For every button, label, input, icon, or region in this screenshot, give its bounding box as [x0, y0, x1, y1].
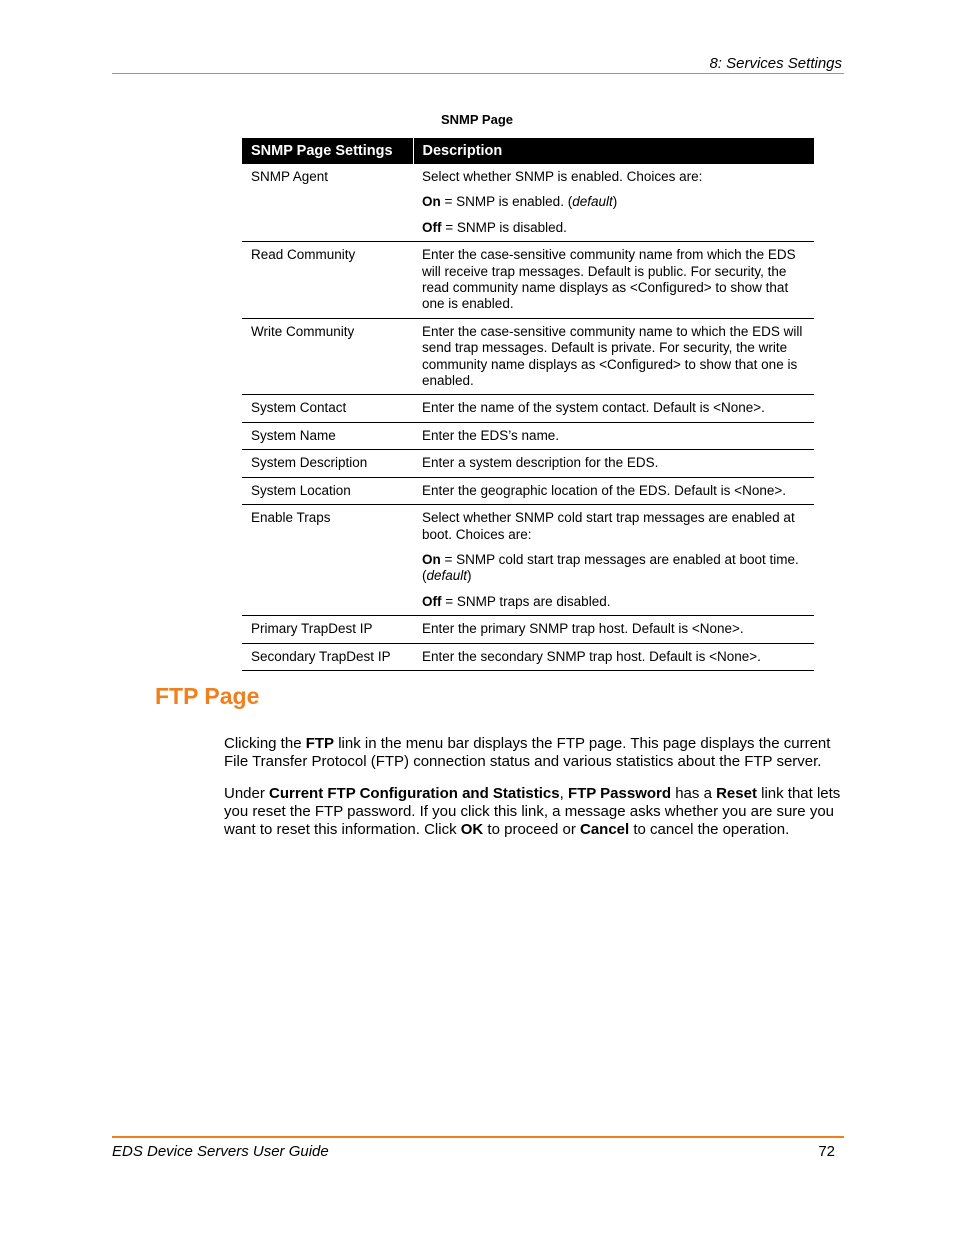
setting-description	[413, 505, 814, 616]
paragraph-2	[224, 785, 844, 839]
bold-text: Reset	[716, 785, 757, 802]
setting-description	[413, 422, 814, 449]
description-paragraph	[422, 455, 806, 471]
column-header-settings: SNMP Page Settings	[242, 138, 413, 164]
description-text: Enter a system description for the EDS.	[422, 455, 659, 471]
section-title: FTP Page	[155, 683, 260, 709]
description-paragraph	[422, 552, 806, 585]
text: Under	[224, 785, 270, 802]
setting-description	[413, 477, 814, 504]
table-body	[242, 164, 814, 670]
footer-title: EDS Device Servers User Guide	[112, 1143, 329, 1160]
setting-description	[413, 318, 814, 395]
description-paragraph	[422, 621, 806, 637]
description-text: = SNMP is disabled.	[441, 219, 567, 235]
footer-rule	[112, 1136, 844, 1138]
description-text: Enter the geographic location of the EDS. Default is <None>.	[422, 482, 786, 498]
description-text: Select whether SNMP is enabled. Choices are:	[422, 169, 703, 184]
default-marker: default	[572, 194, 613, 210]
table-row	[242, 422, 814, 449]
choice-label: On	[422, 551, 441, 567]
table-row	[242, 477, 814, 504]
setting-name: Enable Traps	[242, 505, 413, 616]
column-header-description: Description	[413, 138, 814, 164]
table-row	[242, 164, 814, 242]
setting-name: System Contact	[242, 395, 413, 422]
description-paragraph	[422, 594, 806, 610]
description-text: Enter the EDS’s name.	[422, 427, 560, 443]
text: link in the menu bar displays the FTP page. This page displays the current File Transfer Protocol (FTP) connection status and various statistics about the FTP server.	[224, 735, 831, 770]
text: Clicking the	[224, 735, 306, 752]
bold-text: OK	[460, 821, 484, 838]
setting-name: Secondary TrapDest IP	[242, 643, 413, 670]
description-paragraph	[422, 194, 806, 210]
section-body	[224, 735, 844, 853]
bold-text: Current FTP Configuration and Statistics	[269, 785, 560, 802]
description-text: Enter the case-sensitive community name from which the EDS will receive trap messages. Default is public. For security, the read community name displays as <Configured> to show that one is enabled.	[422, 247, 796, 312]
description-paragraph	[422, 169, 806, 185]
description-paragraph	[422, 483, 806, 499]
table-row	[242, 318, 814, 395]
bold-text: FTP Password	[567, 785, 672, 802]
setting-name: Primary TrapDest IP	[242, 616, 413, 643]
snmp-settings-table	[242, 138, 814, 671]
setting-name: System Location	[242, 477, 413, 504]
table-row	[242, 643, 814, 670]
bold-text: Cancel	[580, 821, 630, 838]
description-paragraph	[422, 247, 806, 313]
choice-label: Off	[422, 593, 442, 609]
table-row	[242, 450, 814, 477]
description-text: )	[612, 194, 618, 210]
description-text: Enter the secondary SNMP trap host. Default is <None>.	[422, 648, 761, 664]
default-marker: default	[426, 568, 468, 584]
description-text: Enter the case-sensitive community name to which the EDS will send trap messages. Default is private. For security, the write community name displays as <Configured> to show that one is enabled.	[422, 323, 803, 389]
choice-label: Off	[422, 219, 442, 235]
table-header-row	[242, 138, 814, 164]
bold-text: FTP	[305, 735, 335, 752]
text: to proceed or	[483, 821, 580, 838]
text: ,	[559, 785, 568, 802]
setting-name: Read Community	[242, 242, 413, 319]
description-text: Enter the name of the system contact. Default is <None>.	[422, 400, 765, 416]
setting-name: System Name	[242, 422, 413, 449]
text: link that lets you reset the FTP password. If you click this link, a message asks whether you are sure you want to reset this information. Click	[224, 785, 841, 838]
description-text: Enter the primary SNMP trap host. Default is <None>.	[422, 621, 744, 637]
description-paragraph	[422, 324, 806, 390]
description-text: = SNMP is enabled. (	[440, 194, 573, 210]
setting-description	[413, 395, 814, 422]
description-text: = SNMP cold start trap messages are enabled at boot time. (	[422, 551, 799, 584]
header-rule	[112, 73, 844, 74]
setting-description	[413, 616, 814, 643]
table-row	[242, 505, 814, 616]
setting-description	[413, 164, 814, 242]
running-header: 8: Services Settings	[709, 55, 842, 72]
description-paragraph	[422, 220, 806, 236]
setting-name: Write Community	[242, 318, 413, 395]
choice-label: On	[422, 194, 441, 210]
table-caption: SNMP Page	[440, 112, 513, 127]
description-paragraph	[422, 400, 806, 416]
table-row	[242, 242, 814, 319]
description-text: = SNMP traps are disabled.	[441, 593, 611, 609]
paragraph-1	[224, 735, 844, 771]
description-paragraph	[422, 510, 806, 543]
setting-name: System Description	[242, 450, 413, 477]
text: to cancel the operation.	[629, 821, 790, 838]
description-paragraph	[422, 428, 806, 444]
table-row	[242, 616, 814, 643]
setting-description	[413, 450, 814, 477]
description-text: )	[467, 568, 472, 584]
text: has a	[671, 785, 717, 802]
page-number: 72	[818, 1143, 835, 1160]
description-paragraph	[422, 649, 806, 665]
table-row	[242, 395, 814, 422]
setting-name: SNMP Agent	[242, 164, 413, 242]
setting-description	[413, 643, 814, 670]
description-text: Select whether SNMP cold start trap messages are enabled at boot. Choices are:	[422, 510, 795, 542]
setting-description	[413, 242, 814, 319]
